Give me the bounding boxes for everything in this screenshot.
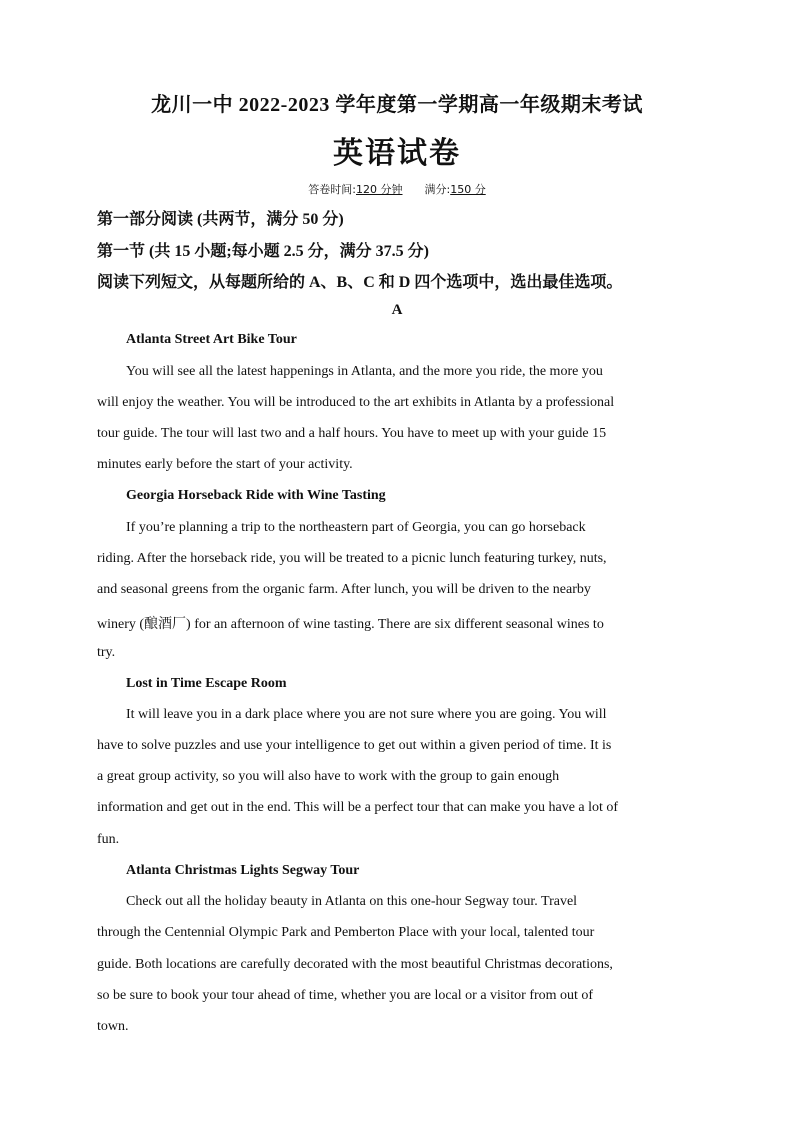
item-title: Georgia Horseback Ride with Wine Tasting	[126, 488, 386, 503]
paragraph-line: tour guide. The tour will last two and a half hours. You have to meet up with your guide 15	[97, 426, 607, 441]
section-heading: 第一节 (共 15 小题;每小题 2.5 分，满分 37.5 分)	[97, 243, 429, 260]
paragraph-line: riding. After the horseback ride, you will be treated to a picnic lunch featuring turkey, nuts,	[97, 551, 607, 566]
score-label: 满分:	[424, 183, 451, 196]
paragraph-line: It will leave you in a dark place where you are not sure where you are going. You will	[126, 707, 607, 722]
subject-title: 英语试卷	[333, 137, 461, 170]
exam-meta	[0, 181, 794, 197]
paragraph-line: fun.	[97, 832, 120, 847]
paragraph-line: so be sure to book your tour ahead of time, whether you are local or a visitor from out of	[97, 988, 594, 1003]
paragraph-line: town.	[97, 1019, 129, 1034]
paragraph-line: information and get out in the end. This will be a perfect tour that can make you have a lot of	[97, 800, 619, 815]
item-title: Atlanta Street Art Bike Tour	[126, 332, 297, 347]
item-title: Atlanta Christmas Lights Segway Tour	[126, 863, 360, 878]
passage-letter: A	[391, 302, 403, 318]
paragraph-line: If you’re planning a trip to the northeastern part of Georgia, you can go horseback	[126, 520, 586, 535]
paragraph-line: Check out all the holiday beauty in Atlanta on this one-hour Segway tour. Travel	[126, 894, 578, 909]
paragraph-line: You will see all the latest happenings in Atlanta, and the more you ride, the more you	[126, 364, 603, 379]
paragraph-line: have to solve puzzles and use your intelligence to get out within a given period of time. It is	[97, 738, 612, 753]
score-value: 150 分	[450, 183, 486, 196]
paragraph-line: will enjoy the weather. You will be introduced to the art exhibits in Atlanta by a professional	[97, 395, 615, 410]
paragraph-line: through the Centennial Olympic Park and Pemberton Place with your local, talented tour	[97, 925, 595, 940]
paragraph-line: guide. Both locations are carefully decorated with the most beautiful Christmas decorations,	[97, 957, 613, 972]
time-value: 120 分钟	[356, 183, 403, 196]
time-label: 答卷时间:	[308, 183, 356, 196]
directions-text: 阅读下列短文，从每题所给的 A、B、C 和 D 四个选项中，选出最佳选项。	[97, 274, 623, 291]
part-heading: 第一部分阅读 (共两节，满分 50 分)	[97, 211, 344, 228]
item-title: Lost in Time Escape Room	[126, 676, 287, 691]
paragraph-line: and seasonal greens from the organic farm. After lunch, you will be driven to the nearby	[97, 582, 591, 597]
school-exam-title: 龙川一中 2022-2023 学年度第一学期高一年级期末考试	[151, 94, 643, 116]
paragraph-line: minutes early before the start of your activity.	[97, 457, 353, 472]
paragraph-line: try.	[97, 645, 116, 660]
paragraph-line: a great group activity, so you will also have to work with the group to gain enough	[97, 769, 560, 784]
paragraph-line: winery (酿酒厂) for an afternoon of wine tasting. There are six different seasonal wines to	[97, 617, 604, 632]
